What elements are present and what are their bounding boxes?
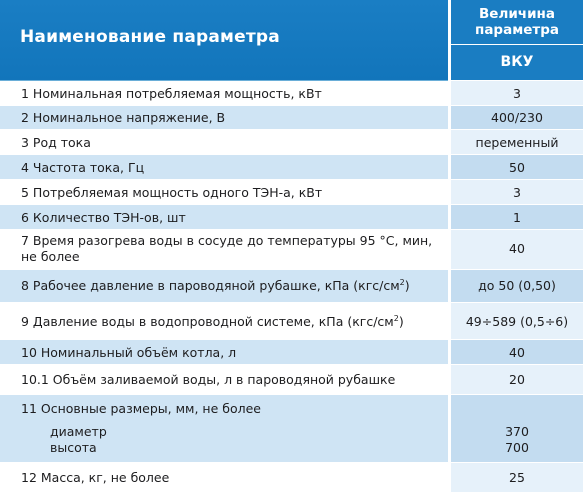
row-label: 1 Номинальная потребляемая мощность, кВт — [21, 86, 322, 101]
row-label: 6 Количество ТЭН-ов, шт — [21, 210, 186, 225]
row-label: 5 Потребляемая мощность одного ТЭН-а, кВт — [21, 185, 323, 200]
row-value: 40 — [509, 345, 525, 360]
row-label: 10.1 Объём заливаемой воды, л в пароводяной рубашке — [21, 372, 396, 387]
row-label: 11 Основные размеры, мм, не более — [21, 401, 261, 416]
header-name-cell — [0, 0, 448, 81]
row-sublabel-height: высота — [50, 440, 97, 455]
table-row — [0, 340, 583, 365]
row-value: 50 — [509, 160, 525, 175]
row-value-diameter: 370 — [505, 424, 529, 439]
row-label: 2 Номинальное напряжение, В — [21, 110, 226, 125]
table-row — [0, 106, 583, 130]
table-row — [0, 81, 583, 106]
header-value-cell — [451, 0, 583, 44]
table-row — [0, 270, 583, 303]
row-value: 40 — [509, 241, 525, 256]
row-label-continued: не более — [21, 249, 80, 264]
row-value: 20 — [509, 372, 525, 387]
row-value: до 50 (0,50) — [478, 278, 556, 293]
row-value: 1 — [513, 210, 521, 225]
row-value: 3 — [513, 185, 521, 200]
table-row — [0, 463, 583, 492]
header-model: ВКУ — [500, 54, 534, 70]
row-sublabel-diameter: диаметр — [50, 424, 107, 439]
header-value-line1: Величина — [479, 6, 555, 22]
row-value-height: 700 — [505, 440, 529, 455]
row-value: 3 — [513, 86, 521, 101]
header-title: Наименование параметра — [20, 27, 280, 47]
row-value: 49÷589 (0,5÷6) — [465, 314, 569, 329]
row-label: 12 Масса, кг, не более — [21, 470, 170, 485]
row-label: 3 Род тока — [21, 135, 91, 150]
row-label: 7 Время разогрева воды в сосуде до температуры 95 °С, мин, — [21, 233, 433, 248]
table-row — [0, 205, 583, 230]
row-label: 9 Давление воды в водопроводной системе, кПа $(кгс/см^2)$ — [21, 314, 404, 330]
table-row — [0, 155, 583, 180]
header-model-cell — [451, 45, 583, 80]
table-row — [0, 230, 583, 270]
row-value: переменный — [475, 135, 559, 150]
table-row — [0, 395, 583, 463]
header-value-line2: параметра — [475, 22, 559, 38]
row-label: 10 Номинальный объём котла, л — [21, 345, 237, 360]
table-row — [0, 180, 583, 205]
table-row — [0, 130, 583, 155]
table-row — [0, 365, 583, 395]
row-value: 400/230 — [491, 110, 543, 125]
table-row — [0, 303, 583, 340]
row-label: 4 Частота тока, Гц — [21, 160, 145, 175]
row-label: 8 Рабочее давление в пароводяной рубашке, кПа $(кгс/см^2)$ — [21, 278, 410, 294]
row-value: 25 — [509, 470, 525, 485]
